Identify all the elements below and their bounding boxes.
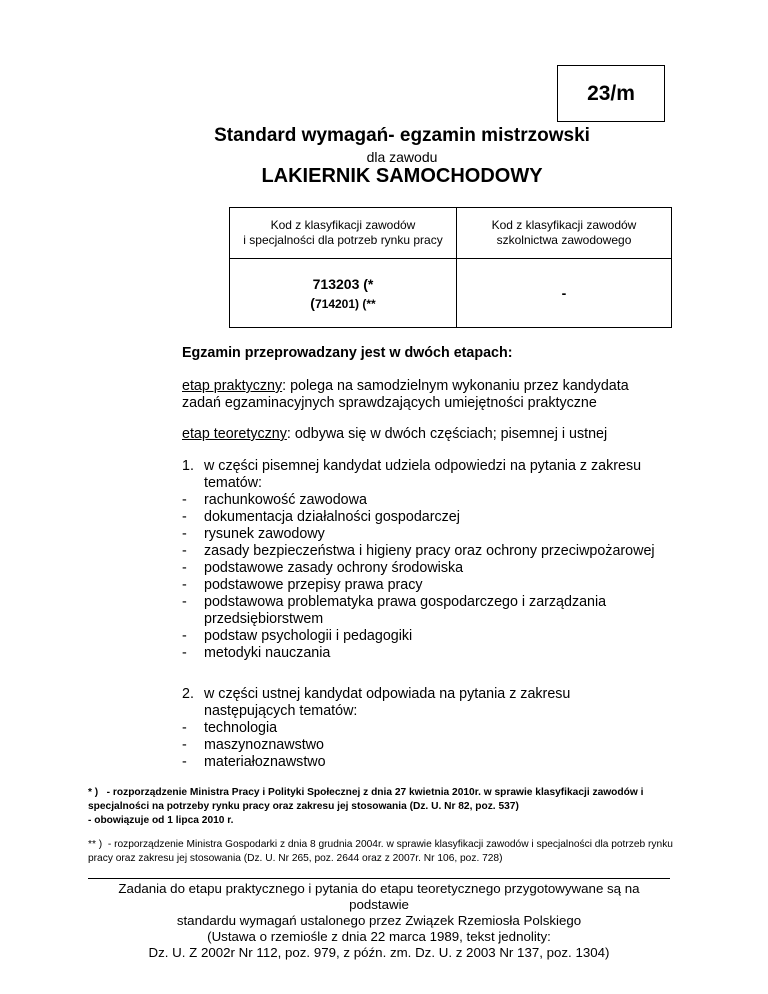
header-labour-market-code: Kod z klasyfikacji zawodów i specjalności dla potrzeb rynku pracy: [230, 208, 457, 259]
list-item: - podstaw psychologii i pedagogiki: [182, 628, 413, 644]
standard-code: 23/m: [587, 81, 635, 105]
practical-stage-label: etap praktyczny: [182, 378, 283, 394]
written-part-intro: 1. w części pisemnej kandydat udziela odpowiedzi na pytania z zakresu tematów:: [182, 458, 642, 491]
footnote-1: [88, 786, 678, 828]
labour-market-code-value: [230, 259, 457, 328]
document-subtitle: dla zawodu: [366, 149, 438, 165]
standard-code-box: [557, 65, 665, 122]
classification-codes-table: [229, 207, 672, 328]
exam-heading: Egzamin przeprowadzany jest w dwóch etapach:: [182, 345, 513, 361]
list-item: - rysunek zawodowy: [182, 526, 325, 542]
table-value-row: [230, 259, 672, 328]
footnote-2-text: rozporządzenie Ministra Gospodarki z dnia 8 grudnia 2004r. w sprawie klasyfikacji zawodów i specjalności dla potrzeb rynku pracy oraz zakresu jej stosowania (Dz. U. Nr 265, poz. 2644 oraz z 2007r. Nr 106, poz. 728): [88, 839, 673, 864]
code-2004: (714201) (**: [310, 294, 376, 311]
list-item: - dokumentacja działalności gospodarczej: [182, 509, 460, 525]
list-item: - podstawowa problematyka prawa gospodarczego i zarządzania przedsiębiorstwem: [182, 594, 607, 627]
list-item: - podstawowe przepisy prawa pracy: [182, 577, 423, 593]
theory-stage-label: etap teoretyczny: [182, 426, 287, 442]
list-item: - rachunkowość zawodowa: [182, 492, 367, 508]
theory-stage-text: : odbywa się w dwóch częściach; pisemnej i ustnej: [286, 426, 608, 442]
list-item: - materiałoznawstwo: [182, 754, 326, 770]
oral-part: [182, 686, 662, 771]
list-item: - zasady bezpieczeństwa i higieny pracy oraz ochrony przeciwpożarowej: [182, 543, 655, 559]
written-part: [182, 458, 662, 662]
theory-stage: [182, 426, 662, 443]
practical-stage-text: : polega na samodzielnym wykonaniu przez kandydata zadań egzaminacyjnych sprawdzających umiejętności praktyczne: [182, 378, 629, 411]
oral-part-intro: 2. w części ustnej kandydat odpowiada na pytania z zakresu następujących tematów:: [182, 686, 571, 719]
list-item: - technologia: [182, 720, 278, 736]
practical-stage: [182, 378, 662, 412]
footnote-1-marker: * ) -: [88, 787, 111, 798]
header-vocational-code: Kod z klasyfikacji zawodów szkolnictwa zawodowego: [457, 208, 672, 259]
footnote-1-text: rozporządzenie Ministra Pracy i Polityki Społecznej z dnia 27 kwietnia 2010r. w sprawie klasyfikacji zawodów i specjalności na potrzeby rynku pracy oraz zakresu jej stosowania (Dz. U. Nr 82, poz. 537): [88, 787, 644, 812]
list-item: - metodyki nauczania: [182, 645, 331, 661]
table-header-row: [230, 208, 672, 259]
list-item: - maszynoznawstwo: [182, 737, 324, 753]
footnote-1-note: - obowiązuje od 1 lipca 2010 r.: [88, 815, 234, 826]
vocational-code-value: -: [457, 259, 672, 328]
footnote-2-marker: ** ) -: [88, 839, 112, 850]
list-item: - podstawowe zasady ochrony środowiska: [182, 560, 464, 576]
footnote-2: [88, 838, 678, 866]
profession-name: LAKIERNIK SAMOCHODOWY: [261, 165, 543, 187]
standard-basis-note: Zadania do etapu praktycznego i pytania do etapu teoretycznego przygotowywane są na podstawie standardu wymagań ustalonego przez Związek Rzemiosła Polskiego (Ustawa o rzemiośle z dnia 22 marca 1989, tekst jednolity: Dz. U. Z 2002r Nr 112, poz. 979, z późn. zm. Dz. U. z 2003 Nr 137, poz. 1304): [118, 881, 640, 960]
footer-divider: [88, 878, 670, 879]
document-title: Standard wymagań- egzamin mistrzowski: [214, 125, 590, 146]
code-2010: 713203 (*: [312, 275, 374, 292]
